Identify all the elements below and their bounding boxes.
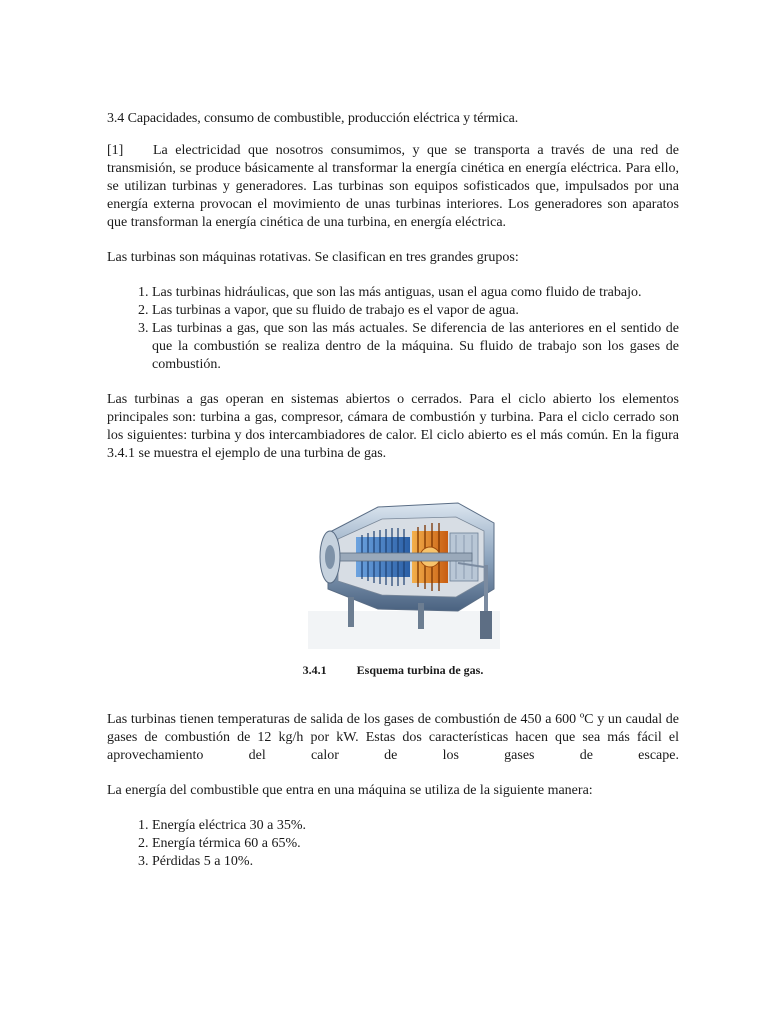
list-item: 2. Energía térmica 60 a 65%. <box>152 835 679 853</box>
list-item: 3. Pérdidas 5 a 10%. <box>152 853 679 871</box>
figure-number: 3.4.1 <box>302 663 327 677</box>
list-item: 1. Energía eléctrica 30 a 35%. <box>152 817 679 835</box>
figure-container <box>107 493 679 649</box>
energy-paragraph: La energía del combustible que entra en una máquina se utiliza de la siguiente manera: <box>107 783 593 798</box>
figure-caption-text: Esquema turbina de gas. <box>356 663 484 677</box>
systems-paragraph: Las turbinas a gas operan en sistemas abiertos o cerrados. Para el ciclo abierto los elementos principales son: turbina a gas, compresor, cámara de combustión y turbina. Para el ciclo cerrado son los siguientes: turbina y dos intercambiadores de calor. El ciclo abierto es el más común. En la figura 3.4.1 se muestra el ejemplo de una turbina de gas. <box>107 392 679 461</box>
intro-text: La electricidad que nosotros consumimos, y que se transporta a través de una red de transmisión, se produce básicamente al transformar la energía cinética en energía eléctrica. Para ello, se utilizan turbinas y generadores. Las turbinas son equipos sofisticados que, impulsados por una energía externa provocan el movimiento de unas turbinas interiores. Los generadores son aparatos que transforman la energía cinética de una turbina, en energía eléctrica. <box>107 143 679 230</box>
figure-caption <box>107 661 679 679</box>
temperatures-paragraph: Las turbinas tienen temperaturas de salida de los gases de combustión de 450 a 600 ºC y un caudal de gases de combustión de 12 kg/h por kW. Estas dos características hacen que sea más fácil el aprovechamiento del calor de los gases de escape. <box>107 712 679 763</box>
list-item: 1. Las turbinas hidráulicas, que son las más antiguas, usan el agua como fluido de trabajo. <box>152 284 679 302</box>
turbine-types-list <box>107 284 679 374</box>
section-title: 3.4 Capacidades, consumo de combustible, producción eléctrica y térmica. <box>107 111 519 126</box>
list-item: 3. Las turbinas a gas, que son las más actuales. Se diferencia de las anteriores en el sentido de que la combustión se realiza dentro de la máquina. Su fluido de trabajo son los gases de combustión. <box>152 320 679 374</box>
list-item: 2. Las turbinas a vapor, que su fluido de trabajo es el vapor de agua. <box>152 302 679 320</box>
classification-paragraph: Las turbinas son máquinas rotativas. Se clasifican en tres grandes grupos: <box>107 250 519 265</box>
intro-paragraph <box>107 142 679 232</box>
energy-distribution-list <box>107 817 679 871</box>
gas-turbine-illustration <box>308 493 500 649</box>
reference-marker: [1] <box>107 143 124 158</box>
document-page <box>107 110 679 888</box>
